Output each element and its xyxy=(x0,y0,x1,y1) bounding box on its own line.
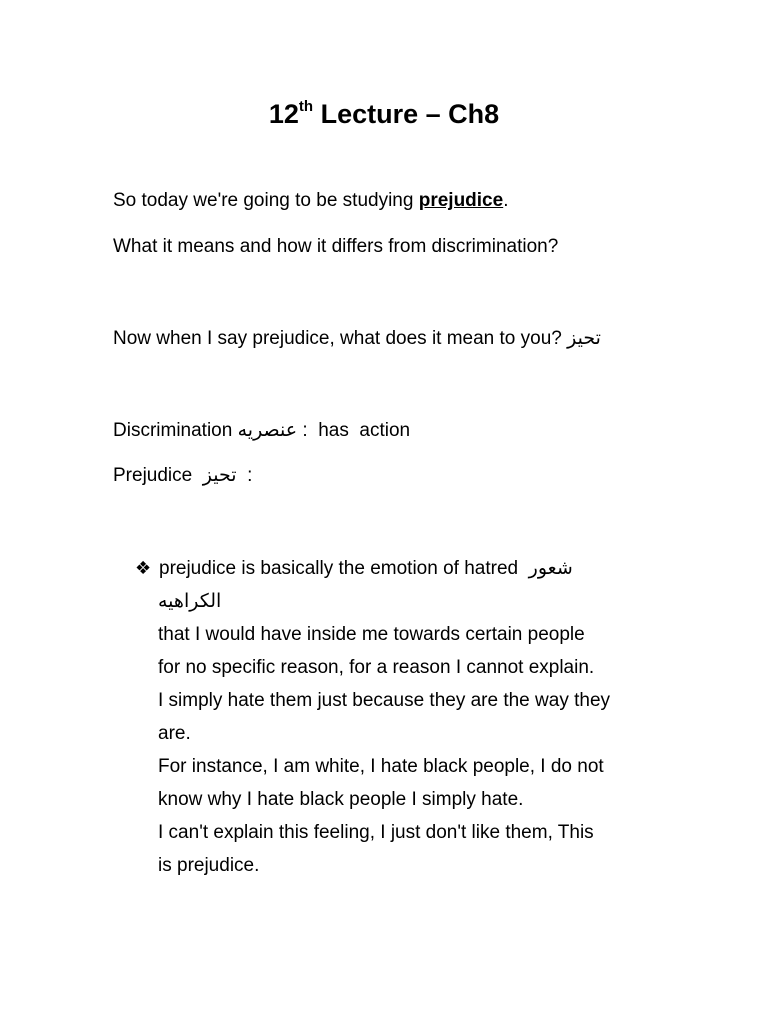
title-number: 12 xyxy=(268,99,299,129)
bullet-text-line: that I would have inside me towards certain people xyxy=(158,624,585,645)
prejudice-arabic: تحيز xyxy=(202,464,237,486)
bullet-text-line: I can't explain this feeling, I just don't like them, This xyxy=(158,822,594,843)
bullet-line-1-arabic: شعور xyxy=(528,557,573,579)
bullet-text-line: know why I hate black people I simply hate. xyxy=(158,789,524,810)
question-arabic: تحيز xyxy=(567,327,601,349)
bullet-first-line xyxy=(135,552,665,585)
page-title xyxy=(0,95,768,133)
bullet-text-line: For instance, I am white, I hate black people, I do not xyxy=(158,756,604,777)
bullet-text-line: are. xyxy=(158,723,191,744)
bullet-line-1: prejudice is basically the emotion of hatred xyxy=(159,558,519,579)
intro-line-1-before: So today we're going to be studying xyxy=(113,190,419,211)
intro-line-2: What it means and how it differs from discrimination? xyxy=(113,236,559,257)
bullet-text-line: is prejudice. xyxy=(158,855,260,876)
bullet-text-line: for no specific reason, for a reason I cannot explain. xyxy=(158,657,595,678)
bullet-arabic-line xyxy=(135,585,665,618)
question-text: Now when I say prejudice, what does it mean to you? xyxy=(113,328,562,349)
prejudice-keyword: prejudice xyxy=(418,190,504,211)
bullet-paragraph xyxy=(135,552,665,882)
question-line xyxy=(113,325,601,352)
prejudice-rest: : xyxy=(236,465,253,486)
prejudice-label: Prejudice xyxy=(113,465,198,486)
title-superscript: th xyxy=(298,98,314,115)
bullet-text-line: I simply hate them just because they are the way they xyxy=(158,690,611,711)
prejudice-line xyxy=(113,462,252,489)
discrimination-rest: : has action xyxy=(297,420,411,441)
title-rest: Lecture – Ch8 xyxy=(313,99,500,129)
discrimination-line xyxy=(113,417,410,444)
intro-line-1 xyxy=(113,188,508,214)
discrimination-arabic: عنصريه xyxy=(237,419,298,441)
discrimination-label: Discrimination xyxy=(113,420,233,441)
diamond-bullet-icon: ❖ xyxy=(135,558,152,578)
bullet-line-2-arabic: الكراهيه xyxy=(158,590,222,612)
intro-line-1-after: . xyxy=(503,190,509,211)
